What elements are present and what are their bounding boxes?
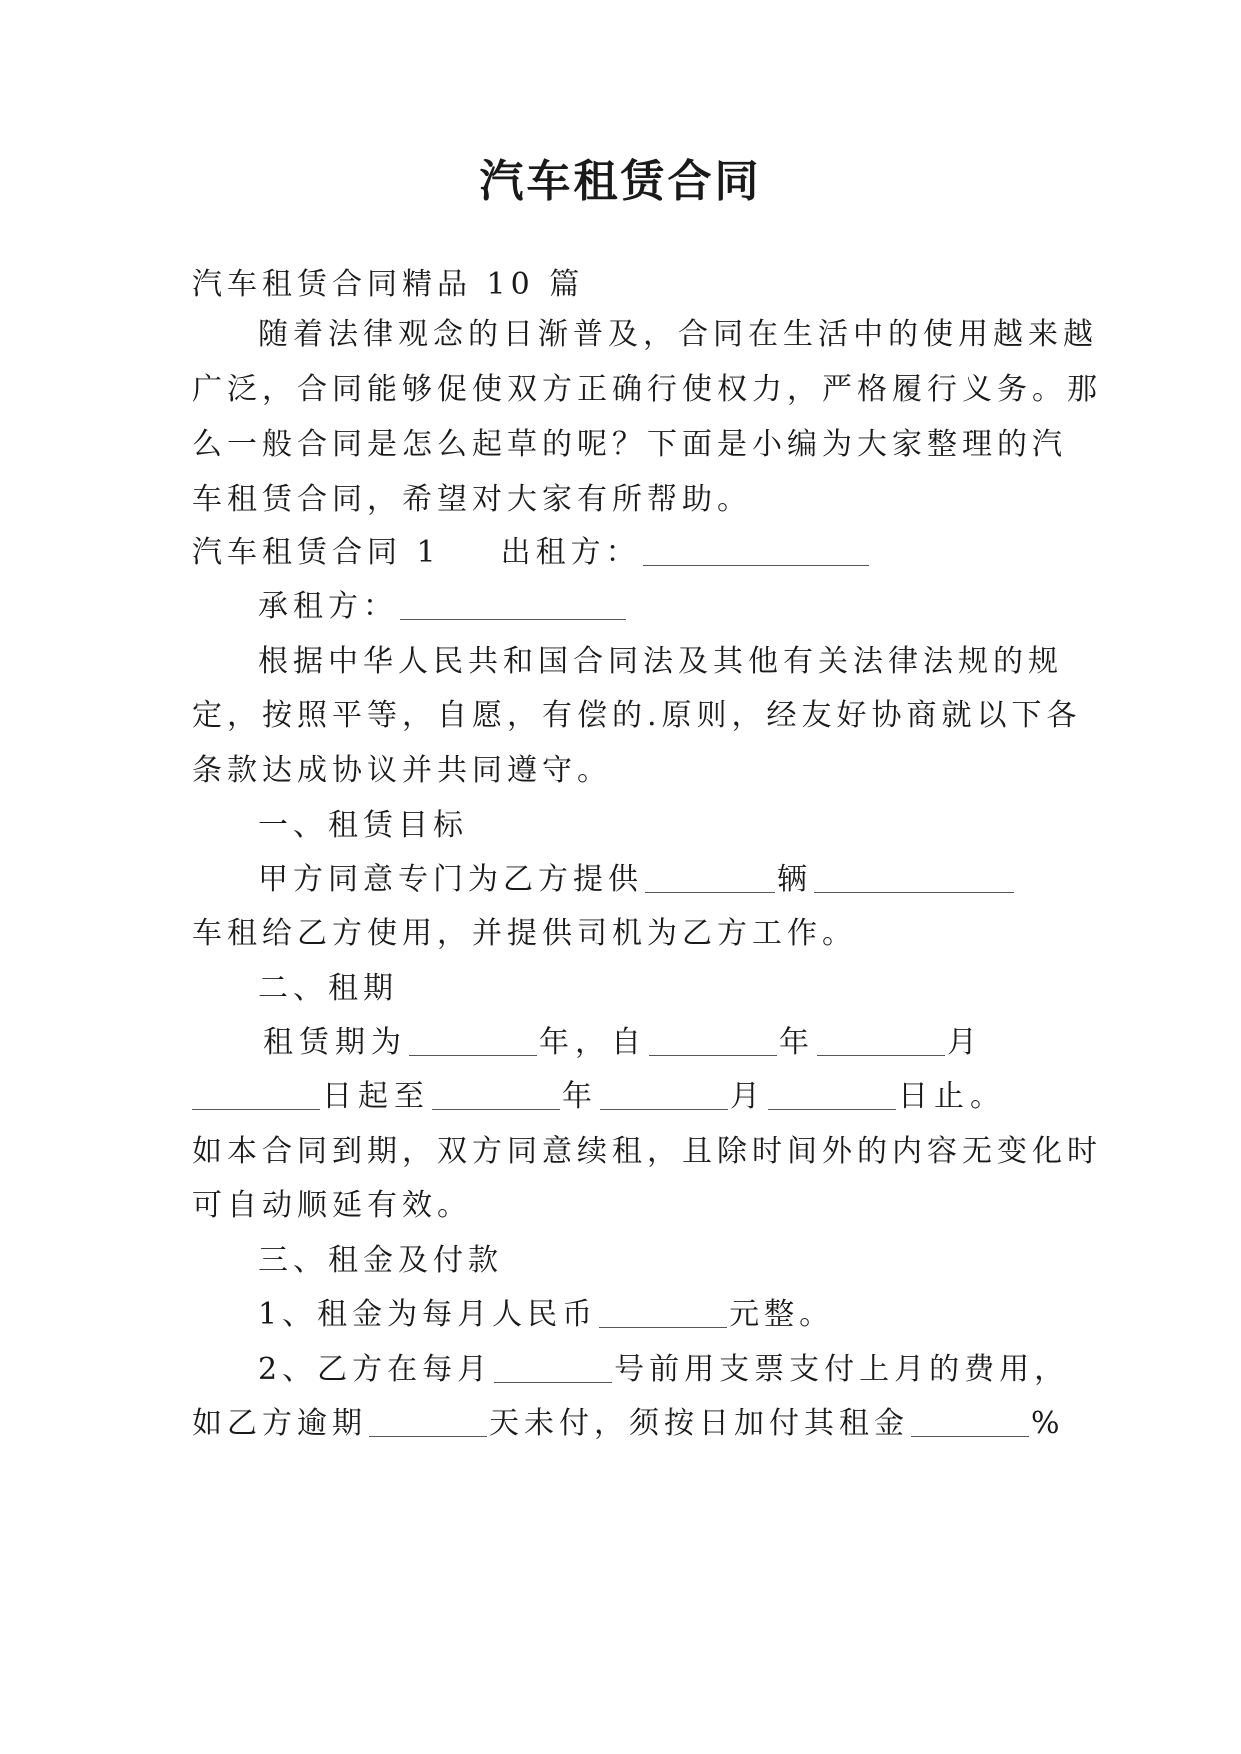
section-1-line-2: 车租给乙方使用，并提供司机为乙方工作。 — [192, 916, 857, 951]
intro-line-1: 随着法律观念的日渐普及，合同在生活中的使用越来越 — [258, 317, 1098, 352]
document-subtitle: 汽车租赁合同精品 10 篇 — [192, 267, 585, 302]
term-years-blank[interactable] — [409, 1025, 537, 1056]
section-3-title: 三、租金及付款 — [258, 1243, 503, 1278]
end-year-label: 年 — [562, 1079, 598, 1114]
lessee-line — [258, 585, 1118, 629]
section-2-line-3: 如本合同到期，双方同意续租，且除时间外的内容无变化时 — [192, 1134, 1102, 1169]
payment-day-blank[interactable] — [494, 1352, 612, 1383]
contract-heading-line — [192, 531, 1052, 575]
end-year-blank[interactable] — [432, 1079, 560, 1110]
end-month-blank[interactable] — [600, 1079, 728, 1110]
penalty-rate-blank[interactable] — [911, 1406, 1029, 1437]
section-2-line-2 — [192, 1075, 1052, 1119]
section-1-title: 一、租赁目标 — [258, 808, 468, 843]
section-1-text-a: 甲方同意专门为乙方提供 — [258, 862, 643, 897]
start-month-blank[interactable] — [817, 1025, 945, 1056]
section-2-line-1 — [263, 1021, 1123, 1065]
end-month-label: 月 — [730, 1079, 766, 1114]
intro-line-3: 么一般合同是怎么起草的呢？下面是小编为大家整理的汽 — [192, 427, 1067, 462]
intro-line-2: 广泛，合同能够促使双方正确行使权力，严格履行义务。那 — [192, 372, 1102, 407]
rent-unit-label: 元整。 — [729, 1297, 835, 1332]
contract-heading: 汽车租赁合同 1 — [192, 535, 441, 570]
start-year-blank[interactable] — [649, 1025, 777, 1056]
payment-method-text: 号前用支票支付上月的费用， — [614, 1352, 1070, 1387]
lease-term-label: 租赁期为 — [263, 1025, 407, 1060]
section-1-line-1 — [258, 858, 1118, 902]
payment-day-label: 2、乙方在每月 — [258, 1352, 493, 1387]
section-1-text-b: 辆 — [777, 862, 812, 897]
end-day-blank[interactable] — [768, 1079, 896, 1110]
start-year-label: 年 — [779, 1025, 815, 1060]
preamble-line-2: 定，按照平等，自愿，有偿的.原则，经友好协商就以下各 — [192, 698, 1082, 733]
from-label: 年，自 — [539, 1025, 647, 1060]
monthly-rent-blank[interactable] — [599, 1297, 727, 1328]
start-day-blank[interactable] — [192, 1079, 320, 1110]
lessor-blank[interactable] — [643, 535, 869, 566]
overdue-label: 如乙方逾期 — [192, 1406, 367, 1441]
until-label: 日起至 — [322, 1079, 430, 1114]
lessee-label: 承租方： — [258, 589, 398, 624]
lessor-label: 出租方： — [500, 535, 641, 570]
section-2-line-4: 可自动顺延有效。 — [192, 1188, 472, 1223]
section-3-item-2-line-2 — [192, 1402, 1065, 1446]
penalty-text: 天未付，须按日加付其租金 — [489, 1406, 909, 1441]
preamble-line-3: 条款达成协议并共同遵守。 — [192, 753, 612, 788]
intro-line-4: 车租赁合同，希望对大家有所帮助。 — [192, 482, 752, 517]
vehicle-count-blank[interactable] — [645, 862, 775, 893]
lessee-blank[interactable] — [400, 589, 626, 620]
section-2-title: 二、租期 — [258, 971, 398, 1006]
start-month-label: 月 — [947, 1025, 983, 1060]
vehicle-model-blank[interactable] — [814, 862, 1014, 893]
end-day-label: 日止。 — [898, 1079, 1006, 1114]
section-3-item-1 — [258, 1293, 1118, 1337]
section-3-item-2-line-1 — [258, 1348, 1118, 1392]
overdue-days-blank[interactable] — [369, 1406, 487, 1437]
preamble-line-1: 根据中华人民共和国合同法及其他有关法律法规的规 — [258, 644, 1063, 679]
document-title: 汽车租赁合同 — [479, 156, 762, 207]
percent-sign: % — [1031, 1406, 1065, 1441]
rent-label: 1、租金为每月人民币 — [258, 1297, 598, 1332]
